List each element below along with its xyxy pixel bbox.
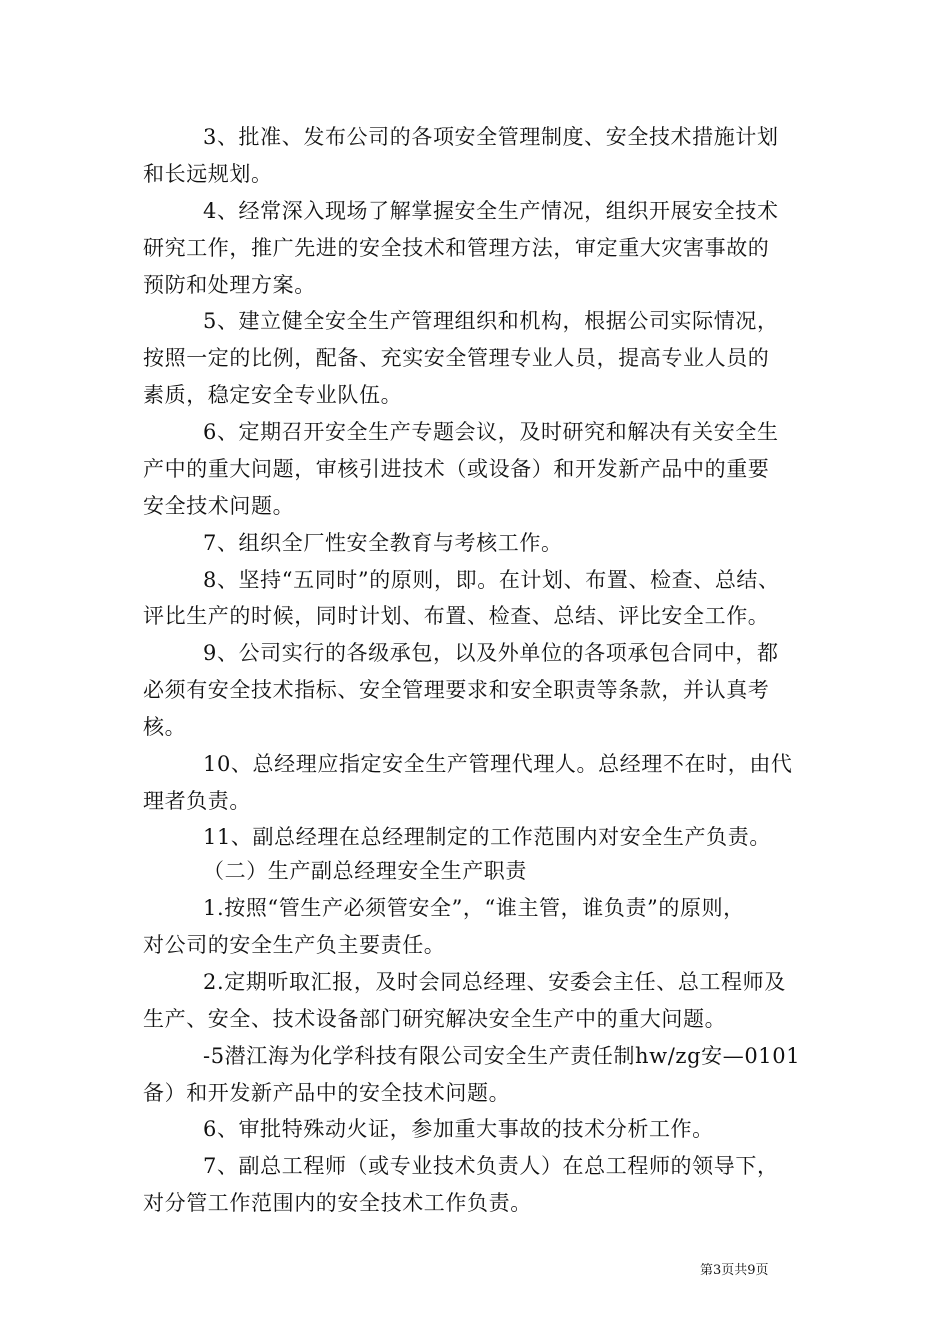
paragraph-line: 2.定期听取汇报，及时会同总经理、安委会主任、总工程师及 — [203, 970, 786, 994]
paragraph-line: 生产、安全、技术设备部门研究解决安全生产中的重大问题。 — [143, 1007, 727, 1031]
paragraph-line: 必须有安全技术指标、安全管理要求和安全职责等条款，并认真考 — [143, 678, 770, 702]
section-heading: （二）生产副总经理安全生产职责 — [203, 859, 527, 883]
paragraph-line: 和长远规划。 — [143, 162, 273, 186]
paragraph-line: 按照一定的比例，配备、充实安全管理专业人员，提高专业人员的 — [143, 346, 770, 370]
paragraph-line: 安全技术问题。 — [143, 494, 295, 518]
paragraph-line: 产中的重大问题，审核引进技术（或设备）和开发新产品中的重要 — [143, 457, 770, 481]
paragraph-line: 5、建立健全安全生产管理组织和机构，根据公司实际情况， — [203, 309, 779, 333]
paragraph-line: 9、公司实行的各级承包，以及外单位的各项承包合同中，都 — [203, 641, 779, 665]
paragraph-line: 研究工作，推广先进的安全技术和管理方法，审定重大灾害事故的 — [143, 236, 770, 260]
paragraph-line: 4、经常深入现场了解掌握安全生产情况，组织开展安全技术 — [203, 199, 779, 223]
paragraph-line: 对分管工作范围内的安全技术工作负责。 — [143, 1191, 532, 1215]
paragraph-line: 7、组织全厂性安全教育与考核工作。 — [203, 531, 563, 555]
paragraph-line: 评比生产的时候，同时计划、布置、检查、总结、评比安全工作。 — [143, 604, 770, 628]
paragraph-line: 8、坚持“五同时”的原则，即。在计划、布置、检查、总结、 — [203, 568, 780, 592]
paragraph-line: 核。 — [143, 715, 187, 739]
paragraph-line: 6、定期召开安全生产专题会议，及时研究和解决有关安全生 — [203, 420, 779, 444]
paragraph-line: 素质，稳定安全专业队伍。 — [143, 383, 403, 407]
paragraph-line: 对公司的安全生产负主要责任。 — [143, 933, 446, 957]
paragraph-line: 1.按照“管生产必须管安全”，“谁主管，谁负责”的原则， — [203, 896, 745, 920]
paragraph-line: -5潜江海为化学科技有限公司安全生产责任制hw/zg安—0101 — [203, 1044, 801, 1068]
paragraph-line: 备）和开发新产品中的安全技术问题。 — [143, 1081, 511, 1105]
paragraph-line: 11、副总经理在总经理制定的工作范围内对安全生产负责。 — [203, 825, 771, 849]
paragraph-line: 7、副总工程师（或专业技术负责人）在总工程师的领导下， — [203, 1154, 779, 1178]
paragraph-line: 理者负责。 — [143, 789, 251, 813]
paragraph-line: 3、批准、发布公司的各项安全管理制度、安全技术措施计划 — [203, 125, 779, 149]
paragraph-line: 预防和处理方案。 — [143, 273, 316, 297]
page-number: 第3页共9页 — [700, 1263, 769, 1278]
paragraph-line: 10、总经理应指定安全生产管理代理人。总经理不在时，由代 — [203, 752, 793, 776]
paragraph-line: 6、审批特殊动火证，参加重大事故的技术分析工作。 — [203, 1117, 714, 1141]
